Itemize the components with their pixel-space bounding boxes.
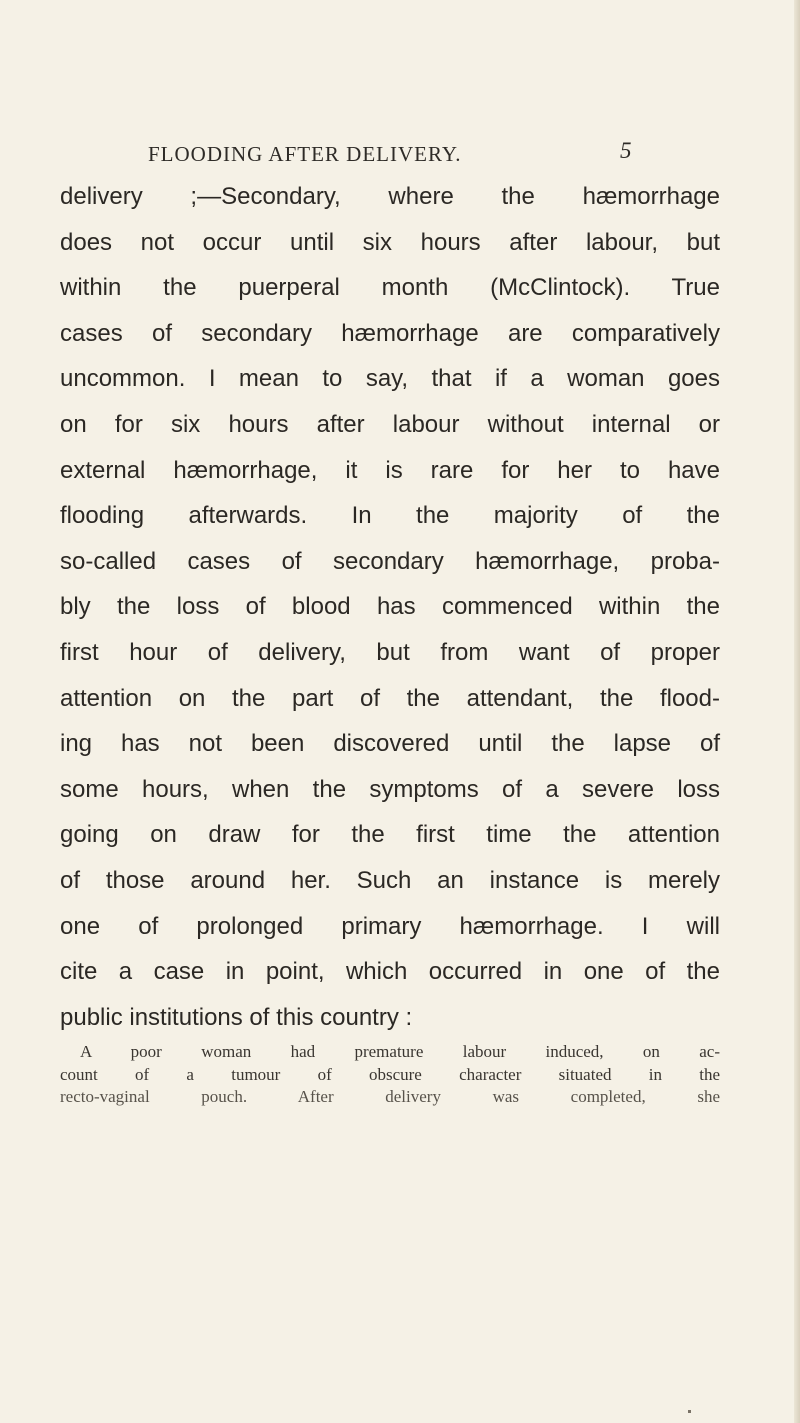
note-line: A poor woman had premature labour induced, on ac- (80, 1042, 720, 1061)
page-number: 5 (620, 138, 633, 163)
running-head-title: FLOODING AFTER DELIVERY. (148, 142, 462, 166)
body-line: going on draw for the first time the attention (60, 821, 720, 849)
body-line: public institutions of this country : (60, 1003, 413, 1031)
body-line: on for six hours after labour without internal or (60, 410, 720, 438)
body-line: cases of secondary hæmorrhage are comparatively (60, 319, 720, 347)
body-line: does not occur until six hours after labour, but (60, 228, 720, 256)
body-line: bly the loss of blood has commenced within the (60, 593, 720, 621)
note-line: count of a tumour of obscure character situated in the (60, 1064, 720, 1084)
body-paragraph (60, 174, 720, 1040)
note-line: recto-vaginal pouch. After delivery was completed, she (60, 1087, 720, 1106)
running-head (148, 138, 633, 172)
case-note (60, 1041, 720, 1109)
body-line: attention on the part of the attendant, the flood- (60, 684, 720, 712)
body-line: delivery ;—Secondary, where the hæmorrhage (60, 183, 720, 210)
body-line: some hours, when the symptoms of a severe loss (60, 775, 720, 803)
print-speck (688, 1410, 691, 1413)
body-line: so-called cases of secondary hæmorrhage, proba- (60, 547, 720, 575)
page-edge (794, 0, 800, 1423)
body-line: cite a case in point, which occurred in one of the (60, 958, 720, 986)
body-line: ing has not been discovered until the lapse of (60, 730, 720, 758)
body-line: of those around her. Such an instance is merely (60, 866, 720, 894)
body-line: external hæmorrhage, it is rare for her to have (60, 456, 720, 484)
body-line: first hour of delivery, but from want of proper (60, 638, 720, 666)
body-line: one of prolonged primary hæmorrhage. I will (60, 912, 720, 940)
body-line: flooding afterwards. In the majority of the (60, 502, 720, 530)
body-line: within the puerperal month (McClintock). True (60, 274, 720, 302)
body-line: uncommon. I mean to say, that if a woman goes (60, 365, 720, 393)
